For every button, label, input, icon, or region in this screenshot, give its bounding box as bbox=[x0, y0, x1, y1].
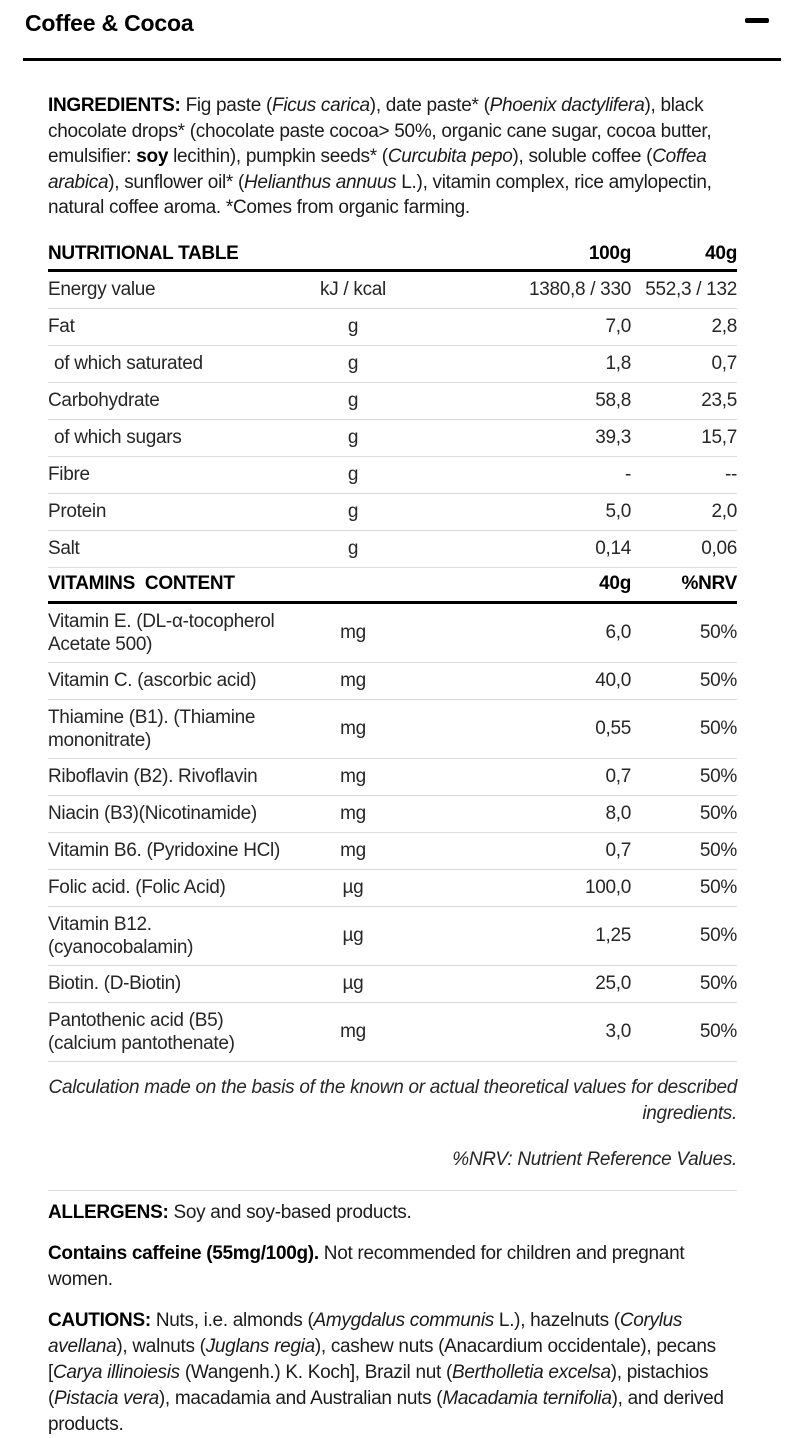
text-segment: Carya illinoiesis bbox=[52, 1361, 180, 1383]
text-segment: Ficus carica bbox=[272, 95, 370, 116]
cell-v40: 0,7 bbox=[711, 352, 737, 374]
table-row bbox=[48, 759, 737, 796]
cell-unit: mg bbox=[340, 717, 366, 739]
cell-unit: g bbox=[347, 352, 359, 374]
table-row bbox=[48, 966, 737, 1003]
cell-v100: 58,8 bbox=[595, 389, 631, 411]
text-segment: Nuts, i.e. almonds ( bbox=[155, 1309, 314, 1331]
cell-unit: mg bbox=[340, 802, 366, 824]
cell-unit: µg bbox=[342, 924, 364, 946]
cell-nrv: 50% bbox=[699, 621, 737, 643]
column-header-40g-vitamins: 40g bbox=[599, 573, 631, 594]
text-segment: soy bbox=[136, 146, 169, 167]
text-segment: ALLERGENS: bbox=[48, 1201, 174, 1223]
cell-unit: mg bbox=[340, 621, 366, 643]
cell-name: Pantothenic acid (B5)(calcium pantothenate) bbox=[48, 1009, 235, 1054]
text-segment: Not recommended for children and pregnant women. bbox=[48, 1242, 685, 1290]
vitamins-table bbox=[48, 568, 737, 1062]
text-segment: Bertholletia excelsa bbox=[451, 1361, 611, 1383]
cell-v40: 6,0 bbox=[605, 621, 631, 643]
cell-name: Carbohydrate bbox=[48, 390, 160, 411]
text-segment: Helianthus annuus bbox=[244, 171, 397, 193]
cell-nrv: 50% bbox=[699, 924, 737, 946]
cell-nrv: 50% bbox=[699, 669, 737, 691]
text-segment: Pistacia vera bbox=[54, 1387, 159, 1409]
table-row bbox=[48, 457, 737, 494]
cell-unit: mg bbox=[340, 765, 366, 787]
text-segment: Fig paste ( bbox=[185, 95, 273, 116]
nutritional-table bbox=[48, 239, 737, 568]
table-row bbox=[48, 796, 737, 833]
text-segment: L.), hazelnuts ( bbox=[493, 1309, 620, 1331]
cell-name: Salt bbox=[48, 538, 80, 559]
cell-unit: g bbox=[347, 537, 359, 559]
cell-name: of which saturated bbox=[54, 353, 203, 374]
text-segment: Macadamia ternifolia bbox=[442, 1387, 612, 1409]
cell-name: Protein bbox=[48, 501, 107, 522]
text-segment: Contains caffeine (55mg/100g). bbox=[48, 1242, 324, 1264]
cell-unit: mg bbox=[340, 839, 366, 861]
table-row bbox=[48, 604, 737, 663]
text-segment: Phoenix dactylifera bbox=[489, 95, 645, 116]
cell-nrv: 50% bbox=[699, 876, 737, 898]
cell-v100: 1380,8 / 330 bbox=[528, 278, 631, 300]
cell-v100: 5,0 bbox=[605, 500, 631, 522]
cell-name: Energy value bbox=[48, 279, 156, 300]
cell-unit: g bbox=[347, 500, 359, 522]
section-divider bbox=[48, 1190, 737, 1191]
cell-v40: 15,7 bbox=[701, 426, 737, 448]
cell-nrv: 50% bbox=[699, 839, 737, 861]
text-segment: ), soluble coffee ( bbox=[512, 146, 653, 167]
cell-v40: 0,7 bbox=[605, 765, 631, 787]
text-segment: ), black chocolate drops* (chocolate paste cocoa> 50%, organic cane sugar, cocoa butter, emulsifier: bbox=[48, 95, 712, 167]
cell-unit: kJ / kcal bbox=[320, 278, 386, 300]
text-segment: L.), vitamin complex, rice amylopectin, natural coffee aroma. *Comes from organic farming. bbox=[48, 171, 712, 218]
collapse-button[interactable] bbox=[744, 11, 770, 29]
minus-icon bbox=[745, 18, 769, 23]
cell-unit: mg bbox=[340, 1020, 366, 1042]
table-row bbox=[48, 383, 737, 420]
cell-unit: g bbox=[347, 463, 359, 485]
cell-nrv: 50% bbox=[699, 802, 737, 824]
nutritional-table-header bbox=[48, 239, 737, 272]
text-segment: Soy and soy-based products. bbox=[173, 1201, 412, 1223]
cell-v40: 0,7 bbox=[605, 839, 631, 861]
cell-unit: µg bbox=[342, 876, 364, 898]
cell-nrv: 50% bbox=[699, 717, 737, 739]
text-segment: ), macadamia and Australian nuts ( bbox=[158, 1387, 443, 1409]
cell-v40: 25,0 bbox=[595, 972, 631, 994]
cell-nrv: 50% bbox=[699, 765, 737, 787]
cell-v40: 0,55 bbox=[595, 717, 631, 739]
text-segment: ), walnuts ( bbox=[116, 1335, 206, 1357]
cell-name: Biotin. (D-Biotin) bbox=[48, 973, 181, 994]
vitamins-table-title: VITAMINS CONTENT bbox=[48, 573, 235, 594]
cell-unit: g bbox=[347, 389, 359, 411]
table-row bbox=[48, 907, 737, 966]
table-row bbox=[48, 494, 737, 531]
text-segment: ), pistachios ( bbox=[48, 1361, 709, 1409]
text-segment: Amygdalus communis bbox=[313, 1309, 494, 1331]
cell-v40: 3,0 bbox=[605, 1020, 631, 1042]
header-divider bbox=[23, 58, 781, 61]
cell-name: Vitamin B12. (cyanocobalamin) bbox=[48, 913, 194, 958]
table-row bbox=[48, 272, 737, 309]
cell-name: Niacin (B3)(Nicotinamide) bbox=[48, 803, 257, 824]
table-row bbox=[48, 663, 737, 700]
cell-v40: 8,0 bbox=[605, 802, 631, 824]
cell-name: Vitamin E. (DL-α-tocopherol Acetate 500) bbox=[48, 610, 275, 655]
cell-unit: µg bbox=[342, 972, 364, 994]
nrv-note: %NRV: Nutrient Reference Values. bbox=[452, 1148, 737, 1170]
text-segment: Coffea arabica bbox=[48, 146, 707, 193]
cell-v100: 0,14 bbox=[595, 537, 631, 559]
cell-v40: 23,5 bbox=[701, 389, 737, 411]
table-row bbox=[48, 1003, 737, 1062]
cell-v100: - bbox=[624, 463, 631, 485]
cell-v40: 0,06 bbox=[701, 537, 737, 559]
text-segment: Juglans regia bbox=[205, 1335, 315, 1357]
ingredients-paragraph bbox=[48, 93, 737, 221]
accordion-header bbox=[0, 0, 798, 61]
cell-unit: mg bbox=[340, 669, 366, 691]
cell-nrv: 50% bbox=[699, 972, 737, 994]
allergens-paragraph bbox=[48, 1200, 737, 1226]
text-segment: INGREDIENTS: bbox=[48, 95, 186, 116]
calculation-note: Calculation made on the basis of the known or actual theoretical values for described ingredients. bbox=[48, 1076, 737, 1124]
column-header-nrv: %NRV bbox=[681, 573, 737, 594]
cell-v40: 1,25 bbox=[595, 924, 631, 946]
nutritional-table-body bbox=[48, 272, 737, 568]
text-segment: ), and derived products. bbox=[48, 1387, 724, 1435]
cell-v40: 2,0 bbox=[711, 500, 737, 522]
text-segment: Corylus avellana bbox=[48, 1309, 683, 1357]
text-segment: ), sunflower oil* ( bbox=[108, 171, 245, 193]
cell-name: Riboflavin (B2). Rivoflavin bbox=[48, 766, 258, 787]
column-header-100g: 100g bbox=[588, 242, 631, 264]
cell-v40: 40,0 bbox=[595, 669, 631, 691]
column-header-40g: 40g bbox=[705, 242, 737, 264]
cell-v40: 100,0 bbox=[584, 876, 631, 898]
table-row bbox=[48, 420, 737, 457]
cell-v40: 552,3 / 132 bbox=[645, 278, 737, 300]
cell-v100: 1,8 bbox=[605, 352, 631, 374]
cell-v40: 2,8 bbox=[711, 315, 737, 337]
vitamins-table-body bbox=[48, 604, 737, 1062]
cell-v100: 7,0 bbox=[605, 315, 631, 337]
panel-content bbox=[0, 93, 798, 1438]
table-row bbox=[48, 531, 737, 568]
table-row bbox=[48, 309, 737, 346]
text-segment: lecithin), pumpkin seeds* ( bbox=[168, 146, 388, 167]
cell-unit: g bbox=[347, 426, 359, 448]
cell-name: of which sugars bbox=[54, 427, 182, 448]
caffeine-paragraph bbox=[48, 1241, 737, 1293]
text-segment: (Wangenh.) K. Koch], Brazil nut ( bbox=[179, 1361, 452, 1383]
nutritional-table-title: NUTRITIONAL TABLE bbox=[48, 242, 239, 264]
cell-nrv: 50% bbox=[699, 1020, 737, 1042]
cautions-paragraph bbox=[48, 1308, 737, 1438]
cell-name: Vitamin B6. (Pyridoxine HCl) bbox=[48, 840, 280, 861]
cell-name: Folic acid. (Folic Acid) bbox=[48, 877, 226, 898]
table-row bbox=[48, 700, 737, 759]
table-row bbox=[48, 870, 737, 907]
cell-name: Fat bbox=[48, 316, 75, 337]
cell-name: Vitamin C. (ascorbic acid) bbox=[48, 670, 257, 691]
cell-v100: 39,3 bbox=[595, 426, 631, 448]
cell-name: Thiamine (B1). (Thiamine mononitrate) bbox=[48, 706, 256, 751]
text-segment: ), date paste* ( bbox=[369, 95, 490, 116]
table-row bbox=[48, 833, 737, 870]
cell-unit: g bbox=[347, 315, 359, 337]
page-title: Coffee & Cocoa bbox=[25, 10, 194, 36]
vitamins-table-header bbox=[48, 568, 737, 604]
cell-name: Fibre bbox=[48, 464, 90, 485]
text-segment: Curcubita pepo bbox=[387, 146, 513, 167]
text-segment: CAUTIONS: bbox=[48, 1309, 156, 1331]
text-segment: ), cashew nuts (Anacardium occidentale), pecans [ bbox=[48, 1335, 716, 1383]
table-row bbox=[48, 346, 737, 383]
cell-v40: -- bbox=[724, 463, 737, 485]
